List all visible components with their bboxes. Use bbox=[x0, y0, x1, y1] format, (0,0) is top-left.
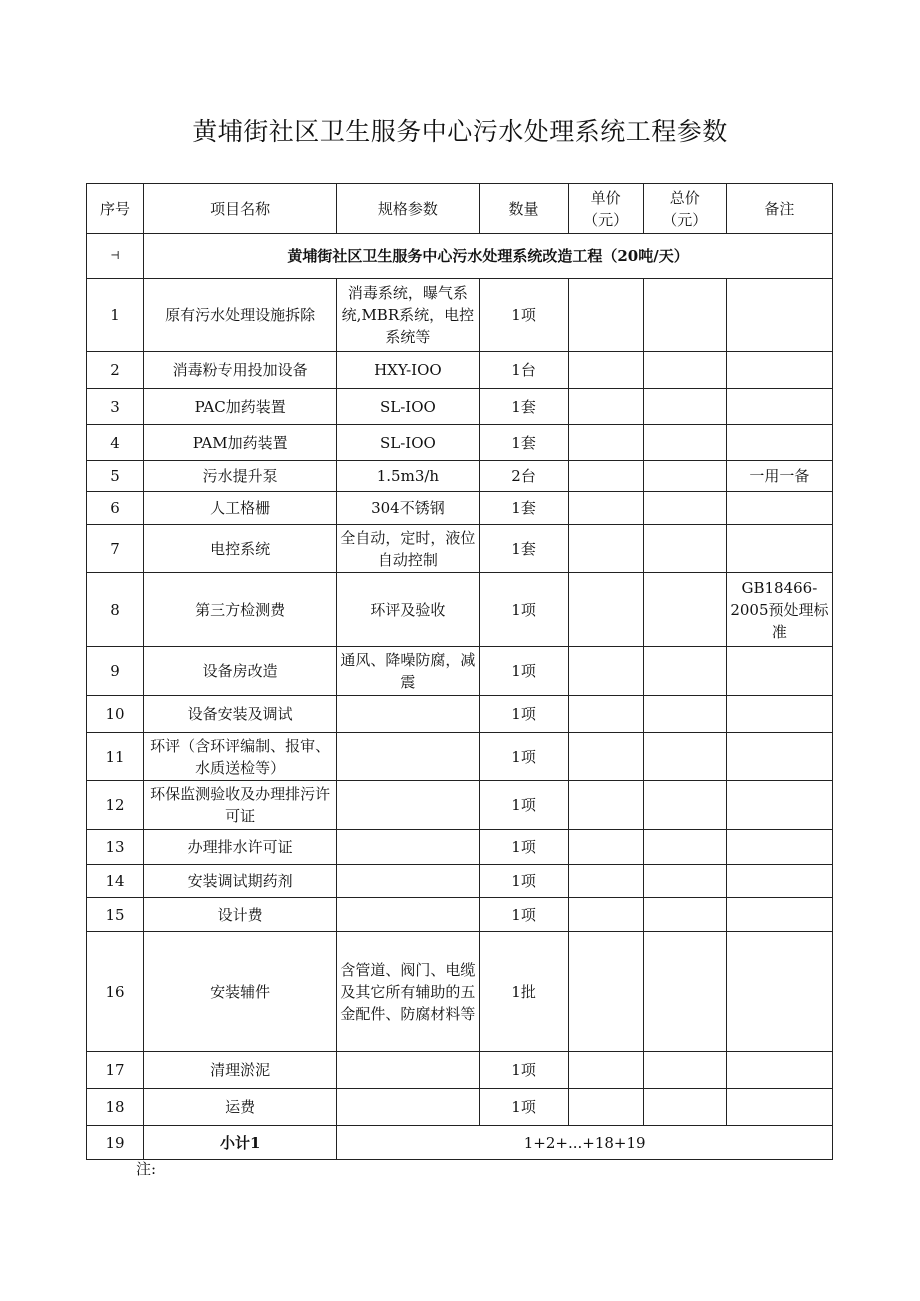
table-row bbox=[87, 1089, 833, 1126]
row-unit-price bbox=[568, 696, 643, 733]
table-row bbox=[87, 1052, 833, 1089]
row-total-price bbox=[643, 1052, 726, 1089]
row-note bbox=[726, 733, 832, 781]
row-unit-price bbox=[568, 389, 643, 425]
row-seq: 2 bbox=[87, 352, 144, 389]
row-name: 人工格栅 bbox=[144, 492, 337, 525]
section-seq: ⊣ bbox=[87, 234, 144, 279]
row-qty: 1套 bbox=[479, 525, 568, 573]
row-note bbox=[726, 781, 832, 830]
row-total-price bbox=[643, 279, 726, 352]
row-note: GB18466-2005预处理标准 bbox=[726, 573, 832, 647]
row-name: 设备安装及调试 bbox=[144, 696, 337, 733]
row-seq: 10 bbox=[87, 696, 144, 733]
row-qty: 1项 bbox=[479, 1052, 568, 1089]
row-name: 消毒粉专用投加设备 bbox=[144, 352, 337, 389]
row-spec bbox=[337, 898, 479, 932]
header-note: 备注 bbox=[726, 184, 832, 234]
row-spec: SL-IOO bbox=[337, 389, 479, 425]
row-spec bbox=[337, 865, 479, 898]
row-total-price bbox=[643, 492, 726, 525]
row-spec bbox=[337, 1052, 479, 1089]
row-unit-price bbox=[568, 279, 643, 352]
table-row bbox=[87, 352, 833, 389]
row-qty: 1项 bbox=[479, 696, 568, 733]
row-unit-price bbox=[568, 461, 643, 492]
row-unit-price bbox=[568, 733, 643, 781]
row-unit-price bbox=[568, 573, 643, 647]
row-total-price bbox=[643, 865, 726, 898]
row-qty: 1项 bbox=[479, 573, 568, 647]
row-note bbox=[726, 425, 832, 461]
table-row bbox=[87, 425, 833, 461]
row-name: 运费 bbox=[144, 1089, 337, 1126]
row-name: 第三方检测费 bbox=[144, 573, 337, 647]
row-total-price bbox=[643, 425, 726, 461]
row-spec: 304不锈钢 bbox=[337, 492, 479, 525]
row-note bbox=[726, 898, 832, 932]
row-name: 设计费 bbox=[144, 898, 337, 932]
table-row bbox=[87, 573, 833, 647]
row-unit-price bbox=[568, 1052, 643, 1089]
row-name: PAM加药装置 bbox=[144, 425, 337, 461]
header-total-price: 总价 （元） bbox=[643, 184, 726, 234]
row-seq: 4 bbox=[87, 425, 144, 461]
row-spec: 环评及验收 bbox=[337, 573, 479, 647]
row-qty: 2台 bbox=[479, 461, 568, 492]
row-qty: 1项 bbox=[479, 898, 568, 932]
row-note bbox=[726, 389, 832, 425]
table-row bbox=[87, 898, 833, 932]
row-seq: 6 bbox=[87, 492, 144, 525]
footnote: 注: bbox=[136, 1160, 157, 1178]
row-name: 电控系统 bbox=[144, 525, 337, 573]
table-row bbox=[87, 492, 833, 525]
row-total-price bbox=[643, 1089, 726, 1126]
row-unit-price bbox=[568, 647, 643, 696]
row-note bbox=[726, 1052, 832, 1089]
row-spec bbox=[337, 733, 479, 781]
row-total-price bbox=[643, 696, 726, 733]
row-note bbox=[726, 279, 832, 352]
row-seq: 11 bbox=[87, 733, 144, 781]
section-title: 黄埔街社区卫生服务中心污水处理系统改造工程（20吨/天） bbox=[144, 234, 833, 279]
row-unit-price bbox=[568, 898, 643, 932]
row-qty: 1套 bbox=[479, 492, 568, 525]
row-spec: 通风、降噪防腐，减震 bbox=[337, 647, 479, 696]
row-name: PAC加药装置 bbox=[144, 389, 337, 425]
row-qty: 1项 bbox=[479, 647, 568, 696]
row-spec bbox=[337, 696, 479, 733]
row-seq: 8 bbox=[87, 573, 144, 647]
header-seq: 序号 bbox=[87, 184, 144, 234]
row-qty: 1项 bbox=[479, 279, 568, 352]
row-spec: 1.5m3∕h bbox=[337, 461, 479, 492]
row-total-price bbox=[643, 733, 726, 781]
parameters-table bbox=[86, 183, 833, 1160]
row-note bbox=[726, 1089, 832, 1126]
row-name: 安装调试期药剂 bbox=[144, 865, 337, 898]
table-row bbox=[87, 733, 833, 781]
section-row bbox=[87, 234, 833, 279]
row-spec: 含管道、阀门、电缆及其它所有辅助的五金配件、防腐材料等 bbox=[337, 932, 479, 1052]
row-note bbox=[726, 492, 832, 525]
row-qty: 1套 bbox=[479, 389, 568, 425]
subtotal-seq: 19 bbox=[87, 1126, 144, 1160]
row-unit-price bbox=[568, 425, 643, 461]
row-note bbox=[726, 696, 832, 733]
row-spec bbox=[337, 1089, 479, 1126]
row-unit-price bbox=[568, 525, 643, 573]
row-seq: 5 bbox=[87, 461, 144, 492]
document-title: 黄埔街社区卫生服务中心污水处理系统工程参数 bbox=[192, 117, 728, 146]
row-seq: 17 bbox=[87, 1052, 144, 1089]
row-seq: 1 bbox=[87, 279, 144, 352]
row-total-price bbox=[643, 647, 726, 696]
row-spec: HXY-IOO bbox=[337, 352, 479, 389]
row-seq: 16 bbox=[87, 932, 144, 1052]
row-total-price bbox=[643, 461, 726, 492]
row-seq: 12 bbox=[87, 781, 144, 830]
row-qty: 1项 bbox=[479, 1089, 568, 1126]
row-total-price bbox=[643, 781, 726, 830]
row-name: 清理淤泥 bbox=[144, 1052, 337, 1089]
row-note bbox=[726, 647, 832, 696]
table-row bbox=[87, 279, 833, 352]
table-row bbox=[87, 932, 833, 1052]
row-qty: 1项 bbox=[479, 865, 568, 898]
row-unit-price bbox=[568, 830, 643, 865]
row-total-price bbox=[643, 932, 726, 1052]
header-name: 项目名称 bbox=[144, 184, 337, 234]
row-unit-price bbox=[568, 781, 643, 830]
table-header-row bbox=[87, 184, 833, 234]
row-spec: SL-IOO bbox=[337, 425, 479, 461]
subtotal-row bbox=[87, 1126, 833, 1160]
row-name: 设备房改造 bbox=[144, 647, 337, 696]
row-qty: 1批 bbox=[479, 932, 568, 1052]
subtotal-formula: 1+2+...+18+19 bbox=[337, 1126, 833, 1160]
row-unit-price bbox=[568, 352, 643, 389]
row-note bbox=[726, 932, 832, 1052]
table-row bbox=[87, 461, 833, 492]
subtotal-label: 小计1 bbox=[144, 1126, 337, 1160]
row-qty: 1台 bbox=[479, 352, 568, 389]
table-row bbox=[87, 865, 833, 898]
row-name: 安装辅件 bbox=[144, 932, 337, 1052]
row-name: 环保监测验收及办理排污许可证 bbox=[144, 781, 337, 830]
row-qty: 1套 bbox=[479, 425, 568, 461]
row-note bbox=[726, 525, 832, 573]
row-qty: 1项 bbox=[479, 733, 568, 781]
row-seq: 3 bbox=[87, 389, 144, 425]
row-spec bbox=[337, 830, 479, 865]
row-total-price bbox=[643, 573, 726, 647]
header-qty: 数量 bbox=[479, 184, 568, 234]
row-total-price bbox=[643, 830, 726, 865]
row-total-price bbox=[643, 389, 726, 425]
row-seq: 15 bbox=[87, 898, 144, 932]
row-unit-price bbox=[568, 492, 643, 525]
row-unit-price bbox=[568, 932, 643, 1052]
row-total-price bbox=[643, 525, 726, 573]
table-row bbox=[87, 647, 833, 696]
header-spec: 规格参数 bbox=[337, 184, 479, 234]
header-unit-price: 单价 （元） bbox=[568, 184, 643, 234]
row-unit-price bbox=[568, 1089, 643, 1126]
row-seq: 14 bbox=[87, 865, 144, 898]
row-qty: 1项 bbox=[479, 830, 568, 865]
row-name: 环评（含环评编制、报审、水质送检等） bbox=[144, 733, 337, 781]
table-row bbox=[87, 525, 833, 573]
row-note bbox=[726, 352, 832, 389]
row-name: 原有污水处理设施拆除 bbox=[144, 279, 337, 352]
row-spec bbox=[337, 781, 479, 830]
row-unit-price bbox=[568, 865, 643, 898]
row-seq: 7 bbox=[87, 525, 144, 573]
row-spec: 消毒系统，曝气系统,MBR系统，电控系统等 bbox=[337, 279, 479, 352]
row-seq: 9 bbox=[87, 647, 144, 696]
row-note bbox=[726, 830, 832, 865]
table-row bbox=[87, 830, 833, 865]
row-total-price bbox=[643, 898, 726, 932]
row-name: 办理排水许可证 bbox=[144, 830, 337, 865]
row-spec: 全自动，定时，液位自动控制 bbox=[337, 525, 479, 573]
table-row bbox=[87, 781, 833, 830]
row-qty: 1项 bbox=[479, 781, 568, 830]
row-total-price bbox=[643, 352, 726, 389]
row-seq: 18 bbox=[87, 1089, 144, 1126]
row-seq: 13 bbox=[87, 830, 144, 865]
table-row bbox=[87, 389, 833, 425]
row-note: 一用一备 bbox=[726, 461, 832, 492]
table-row bbox=[87, 696, 833, 733]
row-note bbox=[726, 865, 832, 898]
row-name: 污水提升泵 bbox=[144, 461, 337, 492]
